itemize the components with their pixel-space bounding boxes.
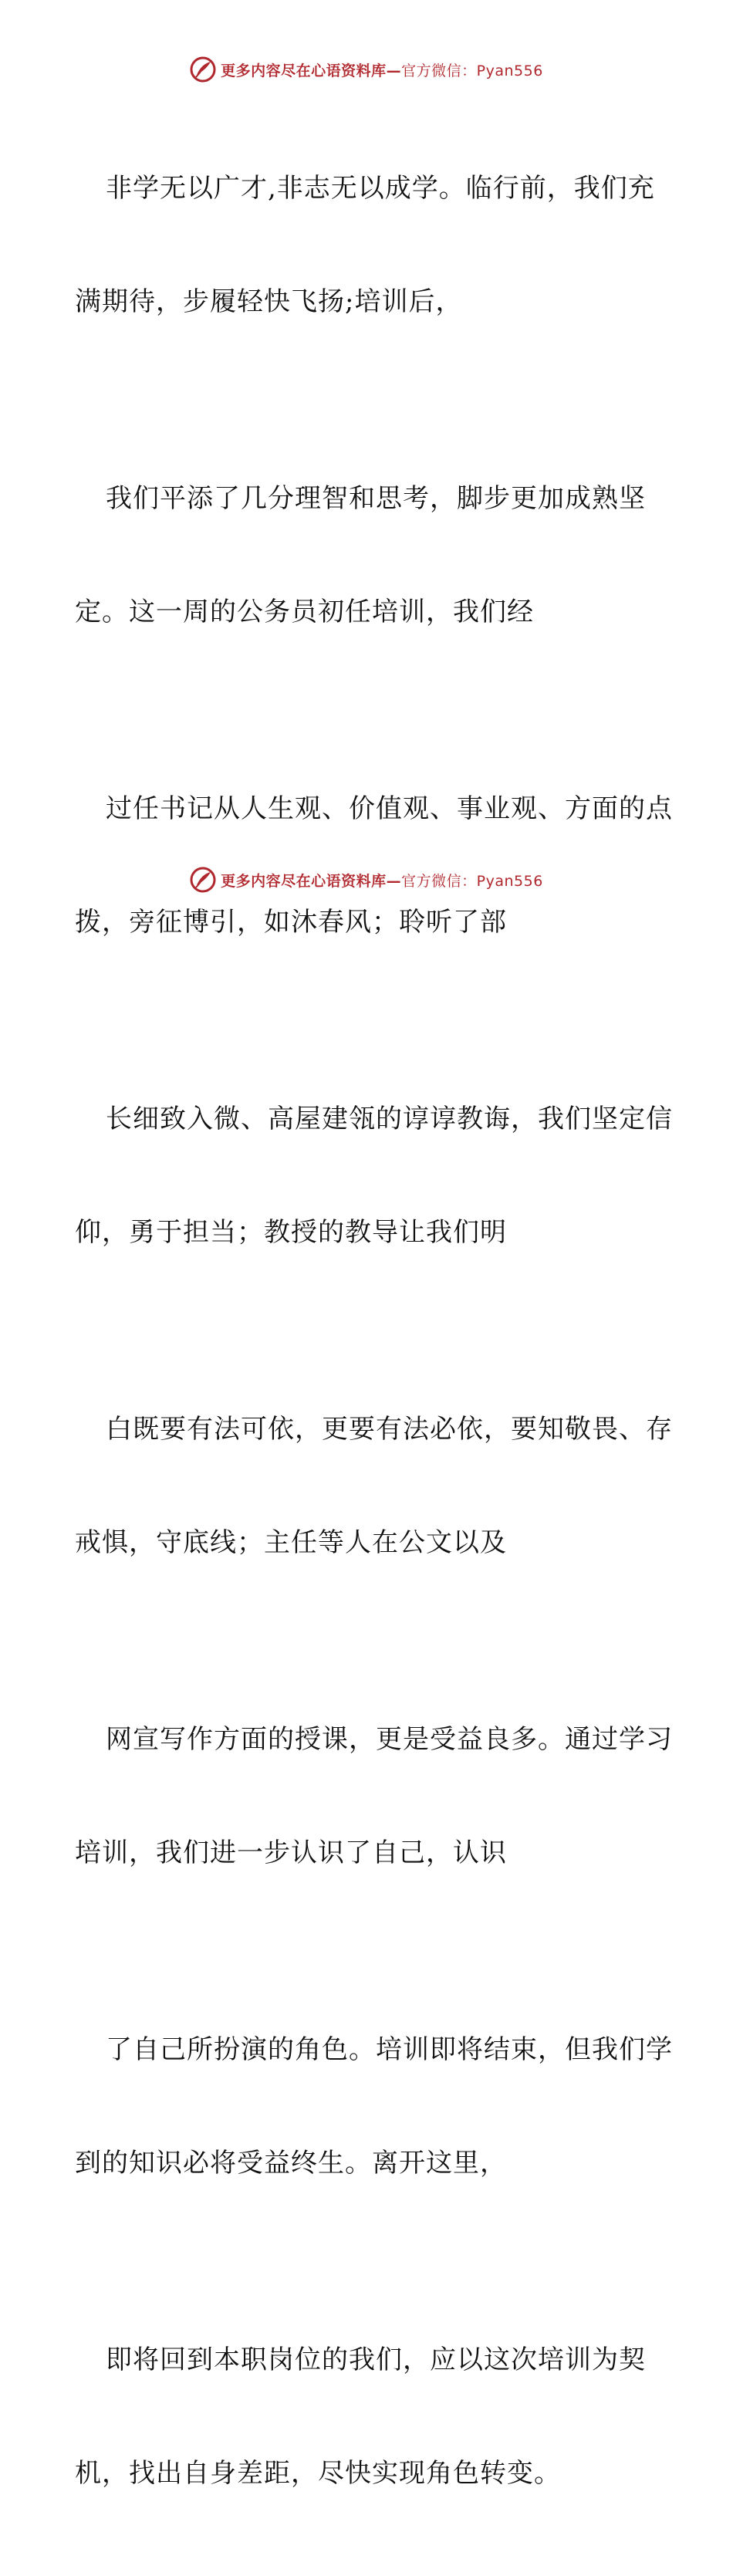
paragraph-line: 白既要有法可依，更要有法必依，要知敬畏、存 <box>106 1414 673 1445</box>
paragraph <box>75 1335 673 1638</box>
paragraph <box>75 1956 673 2258</box>
footer-wechat: 官方微信：Pyan556 <box>401 872 543 890</box>
paragraph-line: 到的知识必将受益终生。离开这里， <box>75 2148 507 2179</box>
paragraph-line: 戒惧，守底线；主任等人在公文以及 <box>75 1527 507 1558</box>
paragraph-line: 拨，旁征博引，如沐春风；聆听了部 <box>75 907 507 938</box>
paragraph <box>75 1025 673 1327</box>
paragraph-line: 我们平添了几分理智和思考，脚步更加成熟坚 <box>106 483 646 514</box>
header-banner-text: 更多内容尽在心语资料库—官方微信：Pyan556 <box>221 62 543 79</box>
footer-banner-text: 更多内容尽在心语资料库—官方微信：Pyan556 <box>221 872 543 890</box>
quill-logo-icon <box>190 867 216 893</box>
header-banner <box>0 54 733 85</box>
paragraph <box>75 2266 661 2568</box>
document-body <box>75 94 673 2576</box>
paragraph-line: 培训，我们进一步认识了自己，认识 <box>75 1837 507 1868</box>
paragraph-line: 机，找出自身差距，尽快实现角色转变。 <box>75 2458 561 2489</box>
paragraph <box>75 404 661 707</box>
header-wechat: 官方微信：Pyan556 <box>401 62 543 79</box>
paragraph-line: 满期待，步履轻快飞扬;培训后， <box>75 286 463 317</box>
paragraph-line: 长细致入微、高屋建瓴的谆谆教诲，我们坚定信 <box>106 1104 673 1134</box>
paragraph-line: 网宣写作方面的授课，更是受益良多。通过学习 <box>106 1724 673 1755</box>
paragraph-line: 了自己所扮演的角色。培训即将结束，但我们学 <box>106 2034 673 2065</box>
paragraph-line: 非学无以广才,非志无以成学。临行前，我们充 <box>106 173 655 204</box>
paragraph-line: 过任书记从人生观、价值观、事业观、方面的点 <box>106 793 673 824</box>
quill-logo-icon <box>190 56 216 83</box>
paragraph-line: 仰，勇于担当；教授的教导让我们明 <box>75 1217 507 1248</box>
paragraph <box>75 1645 673 1948</box>
paragraph <box>75 94 661 397</box>
paragraph-line: 定。这一周的公务员初任培训，我们经 <box>75 597 534 627</box>
paragraph-line: 即将回到本职岗位的我们，应以这次培训为契 <box>106 2344 646 2375</box>
footer-banner <box>0 864 733 895</box>
